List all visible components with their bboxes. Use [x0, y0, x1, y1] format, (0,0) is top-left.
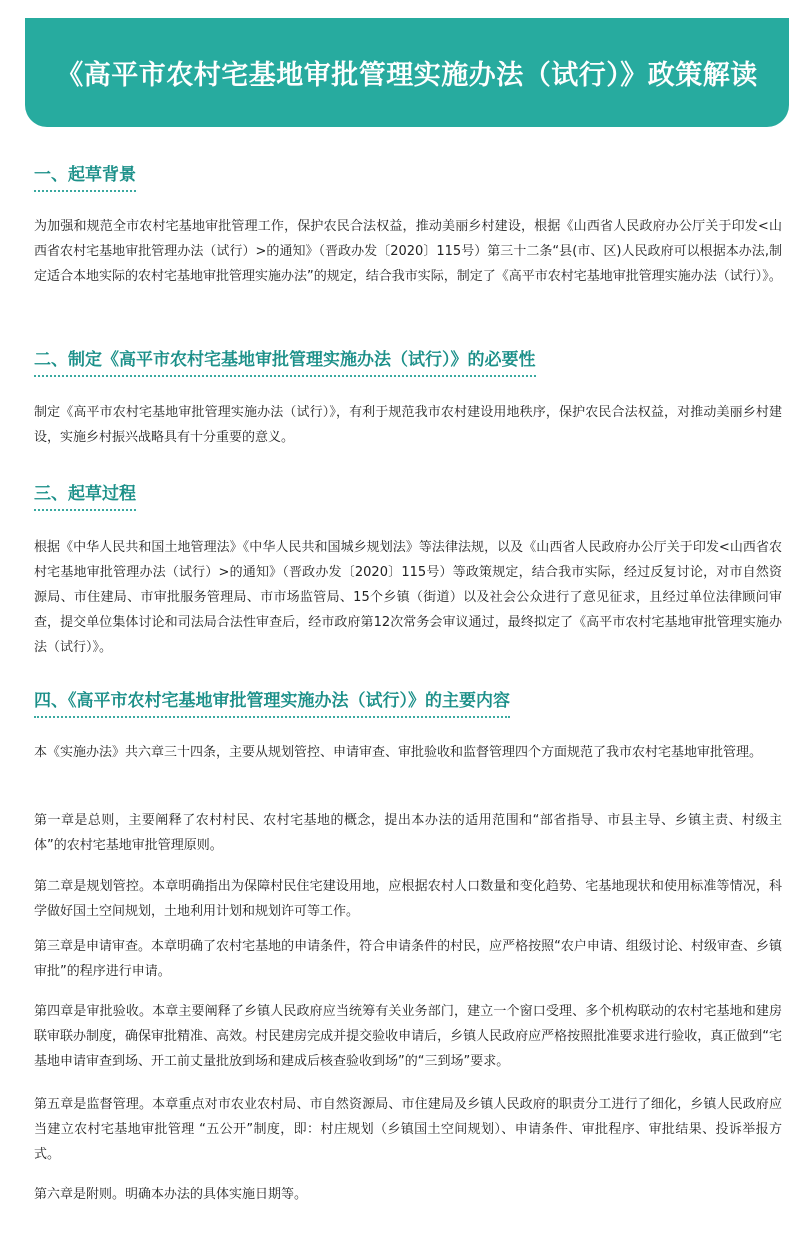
section-paragraph: 第四章是审批验收。本章主要阐释了乡镇人民政府应当统筹有关业务部门，建立一个窗口受理、多个机构联动的农村宅基地和建房联审联办制度，确保审批精准、高效。村民建房完成并提交验收申请后，乡镇人民政府应严格按照批准要求进行验收，真正做到“宅基地申请审查到场、开工前丈量批放到场和建成后核查验收到场”的“三到场”要求。 [34, 1004, 782, 1069]
page-title: 《高平市农村宅基地审批管理实施办法（试行）》政策解读 [56, 60, 758, 91]
section-paragraph: 第一章是总则，主要阐释了农村村民、农村宅基地的概念，提出本办法的适用范围和“部省指导、市县主导、乡镇主责、村级主体”的农村宅基地审批管理原则。 [34, 813, 782, 853]
section-paragraph: 第五章是监督管理。本章重点对市农业农村局、市自然资源局、市住建局及乡镇人民政府的职责分工进行了细化，乡镇人民政府应当建立农村宅基地审批管理 “五公开”制度，即：村庄规划（乡镇国土空间规划）、申请条件、审批程序、审批结果、投诉举报方式。 [34, 1097, 782, 1162]
section-paragraph: 第三章是申请审查。本章明确了农村宅基地的申请条件，符合申请条件的村民，应严格按照“农户申请、组级讨论、村级审查、乡镇审批”的程序进行申请。 [34, 939, 782, 979]
section-paragraph: 本《实施办法》共六章三十四条，主要从规划管控、申请审查、审批验收和监督管理四个方面规范了我市农村宅基地审批管理。 [34, 745, 763, 760]
section-paragraph: 第二章是规划管控。本章明确指出为保障村民住宅建设用地，应根据农村人口数量和变化趋势、宅基地现状和使用标准等情况，科学做好国土空间规划，土地利用计划和规划许可等工作。 [34, 879, 782, 919]
section-paragraph: 为加强和规范全市农村宅基地审批管理工作，保护农民合法权益，推动美丽乡村建设，根据《山西省人民政府办公厅关于印发<山西省农村宅基地审批管理办法（试行）>的通知》（晋政办发〔2020〕115号）第三十二条“县(市、区)人民政府可以根据本办法,制定适合本地实际的农村宅基地审批管理实施办法”的规定，结合我市实际，制定了《高平市农村宅基地审批管理实施办法（试行）》。 [34, 219, 782, 284]
title-banner [25, 18, 789, 127]
section-paragraph: 第六章是附则。明确本办法的具体实施日期等。 [34, 1187, 308, 1202]
section-heading-necessity: 二、制定《高平市农村宅基地审批管理实施办法（试行）》的必要性 [34, 345, 536, 377]
section-paragraph: 根据《中华人民共和国土地管理法》《中华人民共和国城乡规划法》等法律法规，以及《山西省人民政府办公厅关于印发<山西省农村宅基地审批管理办法（试行）>的通知》（晋政办发〔2020〕115号）等政策规定，结合我市实际，经过反复讨论，对市自然资源局、市住建局、市审批服务管理局、市市场监管局、15个乡镇（街道）以及社会公众进行了意见征求，且经过单位法律顾问审查，提交单位集体讨论和司法局合法性审查后，经市政府第12次常务会审议通过，最终拟定了《高平市农村宅基地审批管理实施办法（试行）》。 [34, 540, 782, 655]
section-paragraph: 制定《高平市农村宅基地审批管理实施办法（试行）》，有利于规范我市农村建设用地秩序，保护农民合法权益，对推动美丽乡村建设，实施乡村振兴战略具有十分重要的意义。 [34, 405, 782, 445]
section-heading-drafting-process: 三、起草过程 [34, 479, 136, 511]
section-heading-main-content: 四、《高平市农村宅基地审批管理实施办法（试行）》的主要内容 [34, 686, 510, 718]
section-heading-background: 一、起草背景 [34, 160, 136, 192]
